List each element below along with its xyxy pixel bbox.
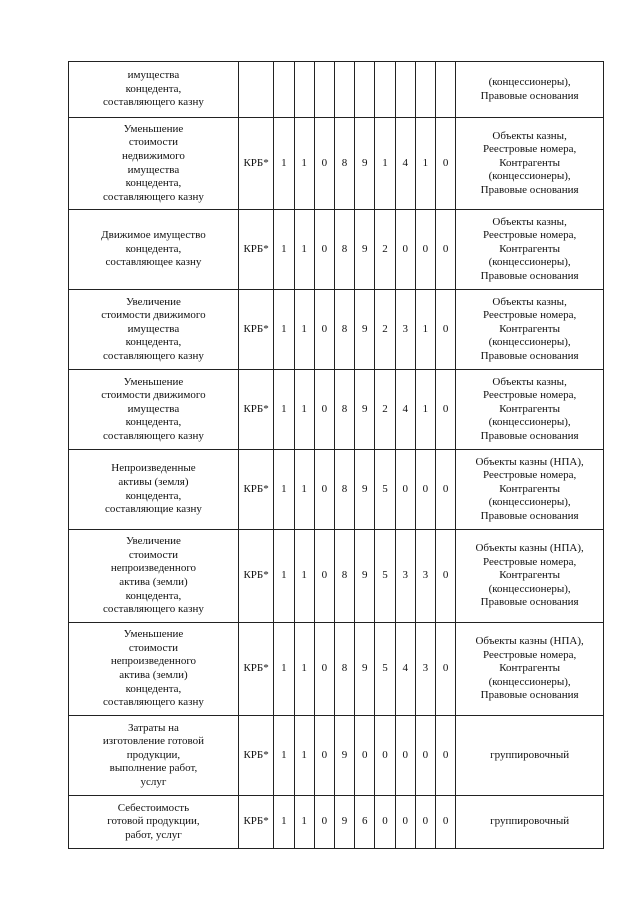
account-digit-cell: 3 xyxy=(415,623,435,716)
budget-code-cell: КРБ* xyxy=(238,210,273,290)
account-digit-cell: 1 xyxy=(274,370,294,450)
account-digit-cell: 1 xyxy=(294,370,314,450)
account-digit-cell xyxy=(334,62,354,118)
account-digit-cell: 9 xyxy=(355,623,375,716)
account-digit-cell: 5 xyxy=(375,530,395,623)
account-digit-cell: 0 xyxy=(415,716,435,796)
account-digit-cell: 0 xyxy=(314,370,334,450)
account-digit-cell: 0 xyxy=(436,716,456,796)
account-digit-cell: 1 xyxy=(294,623,314,716)
account-digit-cell: 1 xyxy=(294,450,314,530)
account-digit-cell xyxy=(355,62,375,118)
account-digit-cell: 1 xyxy=(294,118,314,210)
account-digit-cell: 2 xyxy=(375,210,395,290)
account-digit-cell xyxy=(375,62,395,118)
account-digit-cell: 1 xyxy=(294,290,314,370)
table-row xyxy=(69,716,604,796)
account-digit-cell: 0 xyxy=(314,796,334,849)
analytics-cell: Объекты казны, Реестровые номера, Контрагенты (концессионеры), Правовые основания xyxy=(456,210,604,290)
account-digit-cell: 0 xyxy=(314,623,334,716)
account-digit-cell: 8 xyxy=(334,623,354,716)
table-row xyxy=(69,370,604,450)
account-digit-cell xyxy=(314,62,334,118)
analytics-cell: Объекты казны, Реестровые номера, Контрагенты (концессионеры), Правовые основания xyxy=(456,370,604,450)
analytics-cell: Объекты казны (НПА), Реестровые номера, Контрагенты (концессионеры), Правовые основания xyxy=(456,450,604,530)
account-digit-cell: 8 xyxy=(334,290,354,370)
budget-code-cell: КРБ* xyxy=(238,623,273,716)
analytics-cell: группировочный xyxy=(456,716,604,796)
account-name-cell: Увеличение стоимости непроизведенного актива (земли) концедента, составляющего казну xyxy=(69,530,239,623)
account-digit-cell: 9 xyxy=(334,716,354,796)
account-digit-cell: 1 xyxy=(274,716,294,796)
account-digit-cell: 0 xyxy=(415,450,435,530)
account-digit-cell: 1 xyxy=(294,210,314,290)
analytics-cell: Объекты казны (НПА), Реестровые номера, Контрагенты (концессионеры), Правовые основания xyxy=(456,530,604,623)
table-row xyxy=(69,530,604,623)
account-name-cell: Затраты на изготовление готовой продукции, выполнение работ, услуг xyxy=(69,716,239,796)
account-digit-cell: 9 xyxy=(334,796,354,849)
account-name-cell: Себестоимость готовой продукции, работ, услуг xyxy=(69,796,239,849)
account-digit-cell: 3 xyxy=(415,530,435,623)
account-name-cell: Увеличение стоимости движимого имущества концедента, составляющего казну xyxy=(69,290,239,370)
account-digit-cell: 1 xyxy=(294,796,314,849)
budget-code-cell: КРБ* xyxy=(238,450,273,530)
table-row xyxy=(69,210,604,290)
account-digit-cell xyxy=(436,62,456,118)
account-digit-cell: 2 xyxy=(375,370,395,450)
budget-code-cell: КРБ* xyxy=(238,118,273,210)
account-digit-cell: 1 xyxy=(274,796,294,849)
account-digit-cell xyxy=(395,62,415,118)
budget-code-cell xyxy=(238,62,273,118)
account-name-cell: имущества концедента, составляющего казну xyxy=(69,62,239,118)
budget-code-cell: КРБ* xyxy=(238,530,273,623)
account-digit-cell: 0 xyxy=(415,796,435,849)
account-digit-cell xyxy=(415,62,435,118)
account-digit-cell: 9 xyxy=(355,370,375,450)
account-digit-cell: 8 xyxy=(334,210,354,290)
account-digit-cell: 4 xyxy=(395,370,415,450)
accounts-table xyxy=(68,61,604,849)
account-digit-cell: 0 xyxy=(395,450,415,530)
account-digit-cell: 0 xyxy=(436,623,456,716)
budget-code-cell: КРБ* xyxy=(238,370,273,450)
account-name-cell: Уменьшение стоимости недвижимого имущества концедента, составляющего казну xyxy=(69,118,239,210)
analytics-cell: (концессионеры), Правовые основания xyxy=(456,62,604,118)
account-digit-cell: 1 xyxy=(294,530,314,623)
account-digit-cell: 0 xyxy=(395,210,415,290)
account-digit-cell: 0 xyxy=(436,290,456,370)
table-row xyxy=(69,62,604,118)
account-digit-cell: 9 xyxy=(355,118,375,210)
account-digit-cell: 0 xyxy=(375,796,395,849)
account-digit-cell: 0 xyxy=(436,370,456,450)
account-digit-cell: 2 xyxy=(375,290,395,370)
account-digit-cell: 0 xyxy=(314,716,334,796)
account-digit-cell: 5 xyxy=(375,450,395,530)
account-digit-cell: 0 xyxy=(436,530,456,623)
account-digit-cell: 8 xyxy=(334,118,354,210)
analytics-cell: Объекты казны, Реестровые номера, Контрагенты (концессионеры), Правовые основания xyxy=(456,118,604,210)
account-digit-cell: 1 xyxy=(274,450,294,530)
account-digit-cell: 1 xyxy=(274,290,294,370)
account-digit-cell: 1 xyxy=(274,210,294,290)
account-digit-cell: 9 xyxy=(355,530,375,623)
analytics-cell: Объекты казны (НПА), Реестровые номера, Контрагенты (концессионеры), Правовые основания xyxy=(456,623,604,716)
account-digit-cell: 1 xyxy=(375,118,395,210)
account-digit-cell: 0 xyxy=(314,210,334,290)
account-digit-cell: 6 xyxy=(355,796,375,849)
budget-code-cell: КРБ* xyxy=(238,796,273,849)
account-digit-cell: 0 xyxy=(314,530,334,623)
account-digit-cell: 3 xyxy=(395,290,415,370)
account-name-cell: Уменьшение стоимости движимого имущества концедента, составляющего казну xyxy=(69,370,239,450)
analytics-cell: Объекты казны, Реестровые номера, Контрагенты (концессионеры), Правовые основания xyxy=(456,290,604,370)
table-row xyxy=(69,118,604,210)
analytics-cell: группировочный xyxy=(456,796,604,849)
account-digit-cell: 0 xyxy=(436,118,456,210)
account-digit-cell: 0 xyxy=(375,716,395,796)
account-digit-cell: 0 xyxy=(355,716,375,796)
account-digit-cell: 1 xyxy=(274,623,294,716)
account-digit-cell: 1 xyxy=(415,290,435,370)
table-row xyxy=(69,290,604,370)
accounts-table-body xyxy=(69,62,604,849)
account-digit-cell: 8 xyxy=(334,530,354,623)
account-digit-cell: 0 xyxy=(415,210,435,290)
account-digit-cell: 0 xyxy=(436,450,456,530)
account-digit-cell: 0 xyxy=(436,796,456,849)
account-digit-cell: 0 xyxy=(314,118,334,210)
account-digit-cell xyxy=(274,62,294,118)
table-row xyxy=(69,450,604,530)
account-digit-cell: 1 xyxy=(415,118,435,210)
account-digit-cell: 3 xyxy=(395,530,415,623)
account-digit-cell: 0 xyxy=(314,290,334,370)
account-digit-cell: 1 xyxy=(274,530,294,623)
account-digit-cell: 0 xyxy=(314,450,334,530)
account-digit-cell xyxy=(294,62,314,118)
account-name-cell: Непроизведенные активы (земля) концедента, составляющие казну xyxy=(69,450,239,530)
account-digit-cell: 1 xyxy=(294,716,314,796)
account-digit-cell: 0 xyxy=(436,210,456,290)
budget-code-cell: КРБ* xyxy=(238,716,273,796)
account-digit-cell: 9 xyxy=(355,450,375,530)
account-digit-cell: 9 xyxy=(355,290,375,370)
account-digit-cell: 8 xyxy=(334,370,354,450)
table-row xyxy=(69,796,604,849)
account-digit-cell: 1 xyxy=(415,370,435,450)
account-digit-cell: 5 xyxy=(375,623,395,716)
account-name-cell: Уменьшение стоимости непроизведенного актива (земли) концедента, составляющего казну xyxy=(69,623,239,716)
account-digit-cell: 0 xyxy=(395,796,415,849)
account-digit-cell: 0 xyxy=(395,716,415,796)
table-row xyxy=(69,623,604,716)
account-name-cell: Движимое имущество концедента, составляющее казну xyxy=(69,210,239,290)
account-digit-cell: 4 xyxy=(395,623,415,716)
account-digit-cell: 9 xyxy=(355,210,375,290)
account-digit-cell: 1 xyxy=(274,118,294,210)
account-digit-cell: 8 xyxy=(334,450,354,530)
account-digit-cell: 4 xyxy=(395,118,415,210)
budget-code-cell: КРБ* xyxy=(238,290,273,370)
